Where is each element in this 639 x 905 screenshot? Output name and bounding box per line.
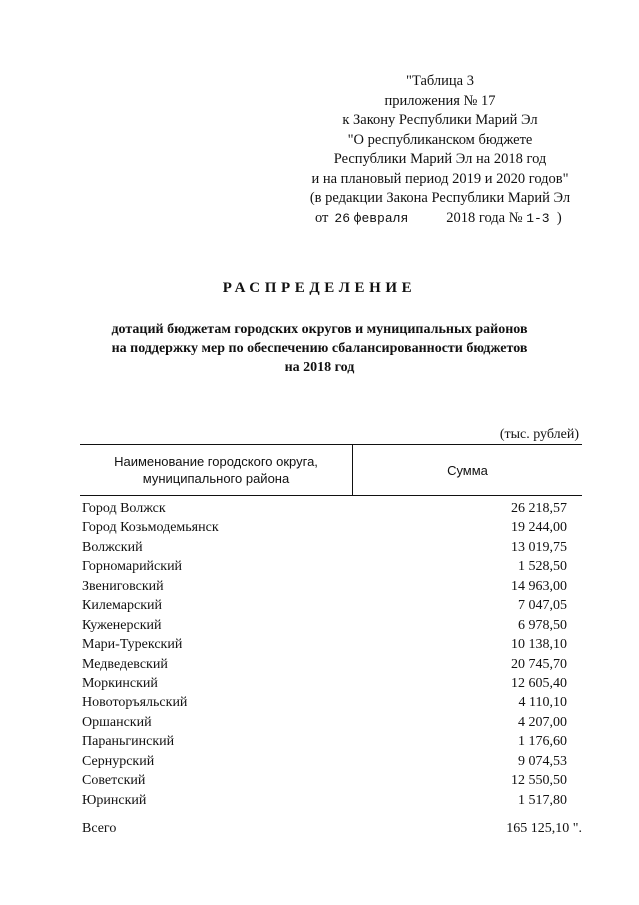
row-sum: 1 517,80 — [518, 792, 567, 808]
subtitle-line: на поддержку мер по обеспечению сбалансированности бюджетов — [111, 341, 528, 356]
row-sum: 19 244,00 — [511, 520, 567, 536]
table-row — [82, 752, 567, 771]
table-row — [82, 538, 567, 557]
row-sum: 9 074,53 — [518, 753, 567, 769]
table-body — [82, 499, 567, 810]
header-line: (в редакции Закона Республики Марий Эл — [309, 190, 571, 206]
row-sum: 14 963,00 — [511, 578, 567, 594]
appendix-header — [290, 72, 590, 228]
row-name: Юринский — [82, 792, 147, 808]
table-row — [82, 655, 567, 674]
edition-year: 2018 года № — [446, 209, 523, 226]
edition-day: 26 — [334, 210, 351, 226]
edition-suffix: ) — [556, 209, 562, 226]
row-sum: 10 138,10 — [511, 637, 567, 653]
column-header-sum: Сумма — [447, 462, 488, 478]
row-name: Город Козьмодемьянск — [82, 520, 219, 536]
row-name: Моркинский — [82, 675, 158, 691]
row-sum: 1 528,50 — [518, 559, 567, 575]
row-sum: 4 207,00 — [518, 714, 567, 730]
table-row — [82, 693, 567, 712]
edition-prefix: от — [315, 209, 329, 226]
row-name: Килемарский — [82, 598, 163, 614]
table-row — [82, 577, 567, 596]
header-line: "Таблица 3 — [406, 73, 474, 89]
table-row — [82, 596, 567, 615]
row-sum: 20 745,70 — [511, 656, 567, 672]
row-sum: 4 110,10 — [518, 695, 567, 711]
row-sum: 12 550,50 — [511, 773, 567, 789]
header-line: Республики Марий Эл на 2018 год — [333, 151, 547, 167]
table-row — [82, 713, 567, 732]
row-name: Звениговский — [82, 578, 164, 594]
total-row — [82, 821, 582, 837]
header-line: приложения № 17 — [384, 92, 496, 109]
row-sum: 1 176,60 — [518, 734, 567, 750]
table-row — [82, 499, 567, 518]
header-line: и на плановый период 2019 и 2020 годов" — [311, 170, 569, 187]
row-name: Мари-Турекский — [82, 637, 183, 653]
row-name: Параньгинский — [82, 734, 175, 750]
row-sum: 26 218,57 — [511, 501, 567, 516]
edition-date-line — [290, 209, 590, 229]
header-line: "О республиканском бюджете — [347, 131, 533, 148]
units-label: (тыс. рублей) — [499, 427, 579, 442]
edition-number: 1-3 — [526, 210, 550, 226]
edition-month: февраля — [353, 210, 409, 226]
column-header-name — [80, 445, 353, 495]
row-name: Горномарийский — [82, 559, 183, 575]
document-subtitle — [0, 320, 639, 377]
row-name: Куженерский — [82, 617, 162, 633]
table-row — [82, 557, 567, 576]
subtitle-line: дотаций бюджетам городских округов и муниципальных районов — [111, 322, 528, 337]
table-row — [82, 518, 567, 537]
row-name: Оршанский — [82, 714, 152, 730]
row-sum: 12 605,40 — [511, 675, 567, 691]
table-row — [82, 616, 567, 635]
row-sum: 6 978,50 — [518, 617, 567, 633]
column-header-name-line: муниципального района — [142, 471, 290, 486]
row-name: Город Волжск — [82, 501, 166, 516]
table-row — [82, 732, 567, 751]
table-row — [82, 635, 567, 654]
document-title: РАСПРЕДЕЛЕНИЕ — [222, 280, 417, 296]
row-sum: 7 047,05 — [518, 598, 567, 614]
table-row — [82, 674, 567, 693]
row-sum: 13 019,75 — [511, 539, 567, 555]
subtitle-line: на 2018 год — [284, 360, 355, 375]
row-name: Волжский — [82, 539, 143, 555]
total-sum: 165 125,10 ". — [506, 821, 582, 836]
row-name: Новоторъяльский — [82, 695, 188, 711]
table-row — [82, 771, 567, 790]
total-label: Всего — [82, 821, 117, 836]
row-name: Медведевский — [82, 656, 168, 672]
row-name: Сернурский — [82, 753, 155, 769]
table-row — [82, 791, 567, 810]
column-header-name-line: Наименование городского округа, — [114, 454, 318, 469]
row-name: Советский — [82, 773, 146, 789]
header-line: к Закону Республики Марий Эл — [342, 112, 538, 128]
table-header — [80, 444, 582, 496]
